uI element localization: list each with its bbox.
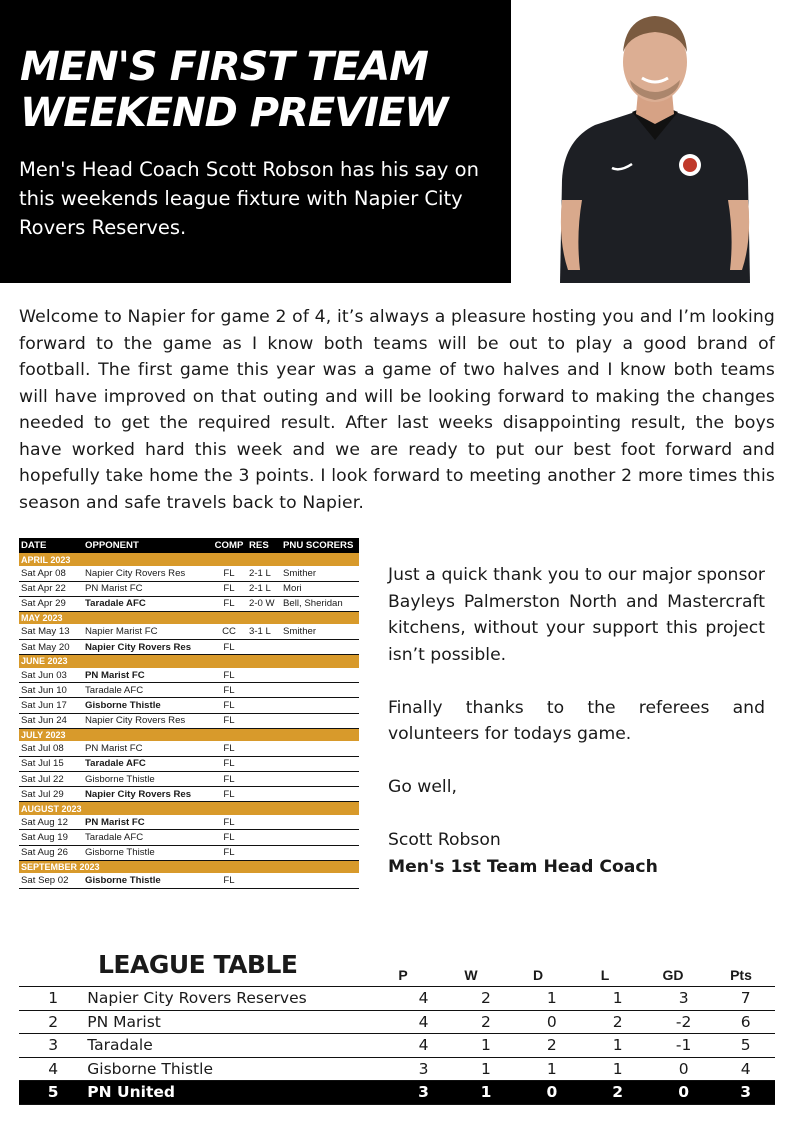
league-played: 3 (394, 1081, 453, 1105)
fixture-row (19, 566, 359, 581)
fixture-row (19, 787, 359, 802)
fixture-result (247, 830, 281, 845)
month-label: MAY 2023 (19, 611, 359, 624)
month-label: JUNE 2023 (19, 655, 359, 668)
league-lost: 1 (585, 1057, 651, 1081)
league-drawn: 1 (519, 1057, 584, 1081)
col-comp: COMP (211, 538, 247, 553)
fixture-result (247, 815, 281, 830)
fixture-row (19, 668, 359, 683)
fixture-result (247, 772, 281, 787)
referee-thanks: Finally thanks to the referees and volunteers for todays game. (388, 697, 765, 744)
fixture-result (247, 741, 281, 756)
league-played: 4 (394, 987, 453, 1011)
league-team: Gisborne Thistle (87, 1057, 394, 1081)
month-label: AUGUST 2023 (19, 802, 359, 815)
fixture-scorers (281, 772, 359, 787)
fixture-opponent: Gisborne Thistle (83, 845, 211, 860)
fixture-date: Sat Apr 29 (19, 596, 83, 611)
thanks-section (388, 562, 765, 880)
month-label: JULY 2023 (19, 728, 359, 741)
league-team: Napier City Rovers Reserves (87, 987, 394, 1011)
league-gd: -1 (651, 1034, 717, 1058)
fixture-comp: FL (211, 596, 247, 611)
fixture-date: Sat Jul 08 (19, 741, 83, 756)
league-played: 3 (394, 1057, 453, 1081)
fixture-opponent: Napier City Rovers Res (83, 566, 211, 581)
fixture-date: Sat Aug 12 (19, 815, 83, 830)
league-played: 4 (394, 1034, 453, 1058)
sponsor-thanks: Just a quick thank you to our major sponsor Bayleys Palmerston North and Mastercraft kitchens, without your support this project isn’t possible. (388, 565, 765, 665)
league-drawn: 1 (519, 987, 584, 1011)
fixture-opponent: PN Marist FC (83, 815, 211, 830)
fixture-result: 2-1 L (247, 566, 281, 581)
league-team: PN Marist (87, 1010, 394, 1034)
fixture-result (247, 756, 281, 771)
fixture-result (247, 713, 281, 728)
fixture-result (247, 873, 281, 888)
fixture-scorers (281, 873, 359, 888)
league-drawn: 2 (519, 1034, 584, 1058)
league-gd: 0 (651, 1057, 717, 1081)
league-col-gd: GD (662, 967, 684, 983)
league-pts: 5 (716, 1034, 775, 1058)
fixture-scorers: Mori (281, 581, 359, 596)
fixture-date: Sat Jul 29 (19, 787, 83, 802)
col-opponent: OPPONENT (83, 538, 211, 553)
fixture-date: Sat Aug 19 (19, 830, 83, 845)
fixture-opponent: Napier Marist FC (83, 624, 211, 639)
fixture-scorers (281, 756, 359, 771)
fixture-scorers (281, 713, 359, 728)
league-team: Taradale (87, 1034, 394, 1058)
fixture-opponent: PN Marist FC (83, 741, 211, 756)
month-band-june (19, 655, 359, 668)
month-band-may (19, 611, 359, 624)
league-row (19, 1010, 775, 1034)
fixture-result (247, 640, 281, 655)
page-subtitle: Men's Head Coach Scott Robson has his say on this weekends league fixture with Napier City Rovers Reserves. (19, 158, 479, 239)
fixture-date: Sat Jun 17 (19, 698, 83, 713)
fixture-opponent: Napier City Rovers Res (83, 713, 211, 728)
fixture-scorers (281, 698, 359, 713)
fixture-comp: FL (211, 640, 247, 655)
fixture-comp: FL (211, 713, 247, 728)
fixture-scorers (281, 845, 359, 860)
league-col-d: D (532, 967, 544, 983)
fixture-date: Sat Apr 08 (19, 566, 83, 581)
header-banner (0, 0, 511, 283)
fixture-opponent: Napier City Rovers Res (83, 787, 211, 802)
league-pos: 1 (19, 987, 87, 1011)
league-lost: 1 (585, 1034, 651, 1058)
fixture-row (19, 873, 359, 888)
fixture-row (19, 830, 359, 845)
league-gd: 3 (651, 987, 717, 1011)
league-won: 2 (453, 1010, 519, 1034)
fixture-row (19, 683, 359, 698)
fixture-date: Sat Jul 15 (19, 756, 83, 771)
fixture-comp: FL (211, 815, 247, 830)
fixture-result (247, 787, 281, 802)
league-drawn: 0 (519, 1010, 584, 1034)
fixture-opponent: Gisborne Thistle (83, 698, 211, 713)
fixture-comp: FL (211, 756, 247, 771)
league-gd: 0 (651, 1081, 717, 1105)
league-won: 1 (453, 1057, 519, 1081)
league-pts: 6 (716, 1010, 775, 1034)
month-band-july (19, 728, 359, 741)
fixture-comp: FL (211, 741, 247, 756)
league-pts: 7 (716, 987, 775, 1011)
league-col-pts: Pts (730, 967, 752, 983)
fixture-row (19, 698, 359, 713)
fixture-opponent: Napier City Rovers Res (83, 640, 211, 655)
fixture-opponent: PN Marist FC (83, 581, 211, 596)
fixture-result: 2-1 L (247, 581, 281, 596)
fixture-result: 3-1 L (247, 624, 281, 639)
league-col-p: P (398, 967, 408, 983)
fixture-row (19, 756, 359, 771)
league-lost: 1 (585, 987, 651, 1011)
sign-off: Go well, (388, 777, 457, 797)
intro-paragraph: Welcome to Napier for game 2 of 4, it’s always a pleasure hosting you and I’m looking forward to the game as I know both teams will be out to play a good brand of football. The first game this year was a game of two halves and I know both teams will have improved on that outing and will be looking forward to making the changes needed to get the required result. After last weeks disappointing result, the boys have worked hard this week and we are ready to put our best foot forward and hopefully take home the 3 points. I look forward to meeting another 2 more times this season and safe travels back to Napier. (19, 307, 775, 513)
fixture-date: Sat Apr 22 (19, 581, 83, 596)
fixture-opponent: Taradale AFC (83, 756, 211, 771)
fixture-comp: FL (211, 772, 247, 787)
league-pts: 4 (716, 1057, 775, 1081)
league-row (19, 987, 775, 1011)
col-scorers: PNU SCORERS (281, 538, 359, 553)
fixture-row (19, 640, 359, 655)
fixture-date: Sat Sep 02 (19, 873, 83, 888)
league-lost: 2 (585, 1081, 651, 1105)
fixture-opponent: Taradale AFC (83, 830, 211, 845)
fixture-result (247, 845, 281, 860)
fixture-comp: FL (211, 787, 247, 802)
league-pos: 2 (19, 1010, 87, 1034)
fixture-date: Sat Jul 22 (19, 772, 83, 787)
fixture-scorers (281, 640, 359, 655)
fixture-comp: CC (211, 624, 247, 639)
month-band-april (19, 553, 359, 566)
fixture-row (19, 845, 359, 860)
signature-title: Men's 1st Team Head Coach (388, 856, 658, 877)
fixture-row (19, 596, 359, 611)
league-pts: 3 (716, 1081, 775, 1105)
fixture-row (19, 624, 359, 639)
fixture-result (247, 698, 281, 713)
fixtures-header-row (19, 538, 359, 553)
fixture-date: Sat Jun 10 (19, 683, 83, 698)
fixture-result: 2-0 W (247, 596, 281, 611)
fixture-comp: FL (211, 566, 247, 581)
league-lost: 2 (585, 1010, 651, 1034)
fixture-opponent: PN Marist FC (83, 668, 211, 683)
fixture-row (19, 713, 359, 728)
league-pos: 5 (19, 1081, 87, 1105)
fixtures-table (19, 538, 359, 889)
fixture-scorers (281, 787, 359, 802)
fixture-comp: FL (211, 683, 247, 698)
league-col-w: W (464, 967, 478, 983)
fixture-comp: FL (211, 873, 247, 888)
fixture-date: Sat May 13 (19, 624, 83, 639)
fixture-row (19, 581, 359, 596)
month-band-august (19, 802, 359, 815)
fixture-scorers: Smither (281, 624, 359, 639)
month-band-september (19, 860, 359, 873)
league-pos: 3 (19, 1034, 87, 1058)
league-team: PN United (87, 1081, 394, 1105)
league-pos: 4 (19, 1057, 87, 1081)
col-date: DATE (19, 538, 83, 553)
fixture-row (19, 815, 359, 830)
league-won: 1 (453, 1081, 519, 1105)
fixture-scorers: Smither (281, 566, 359, 581)
fixture-comp: FL (211, 830, 247, 845)
month-label: APRIL 2023 (19, 553, 359, 566)
fixture-opponent: Gisborne Thistle (83, 873, 211, 888)
fixture-comp: FL (211, 668, 247, 683)
fixture-comp: FL (211, 581, 247, 596)
page-title (20, 44, 447, 136)
col-res: RES (247, 538, 281, 553)
fixture-scorers (281, 741, 359, 756)
fixture-result (247, 683, 281, 698)
league-row (19, 1034, 775, 1058)
league-won: 1 (453, 1034, 519, 1058)
fixture-opponent: Gisborne Thistle (83, 772, 211, 787)
league-table (19, 986, 775, 1105)
month-label: SEPTEMBER 2023 (19, 860, 359, 873)
coach-photo (540, 0, 770, 283)
league-table-title: LEAGUE TABLE (98, 950, 298, 979)
title-line-1: MEN'S FIRST TEAM (20, 44, 428, 90)
fixture-row (19, 741, 359, 756)
league-gd: -2 (651, 1010, 717, 1034)
fixture-comp: FL (211, 845, 247, 860)
fixture-scorers (281, 668, 359, 683)
fixture-opponent: Taradale AFC (83, 683, 211, 698)
fixture-result (247, 668, 281, 683)
league-won: 2 (453, 987, 519, 1011)
league-row (19, 1057, 775, 1081)
fixture-date: Sat May 20 (19, 640, 83, 655)
league-col-l: L (600, 967, 610, 983)
fixture-scorers (281, 815, 359, 830)
fixture-scorers (281, 830, 359, 845)
fixture-date: Sat Aug 26 (19, 845, 83, 860)
league-drawn: 0 (519, 1081, 584, 1105)
fixture-opponent: Taradale AFC (83, 596, 211, 611)
fixture-scorers: Bell, Sheridan (281, 596, 359, 611)
fixture-date: Sat Jun 24 (19, 713, 83, 728)
signature-name: Scott Robson (388, 830, 501, 850)
fixture-comp: FL (211, 698, 247, 713)
fixture-row (19, 772, 359, 787)
league-row-highlighted (19, 1081, 775, 1105)
fixture-date: Sat Jun 03 (19, 668, 83, 683)
title-line-2: WEEKEND PREVIEW (20, 90, 448, 136)
fixture-scorers (281, 683, 359, 698)
league-played: 4 (394, 1010, 453, 1034)
